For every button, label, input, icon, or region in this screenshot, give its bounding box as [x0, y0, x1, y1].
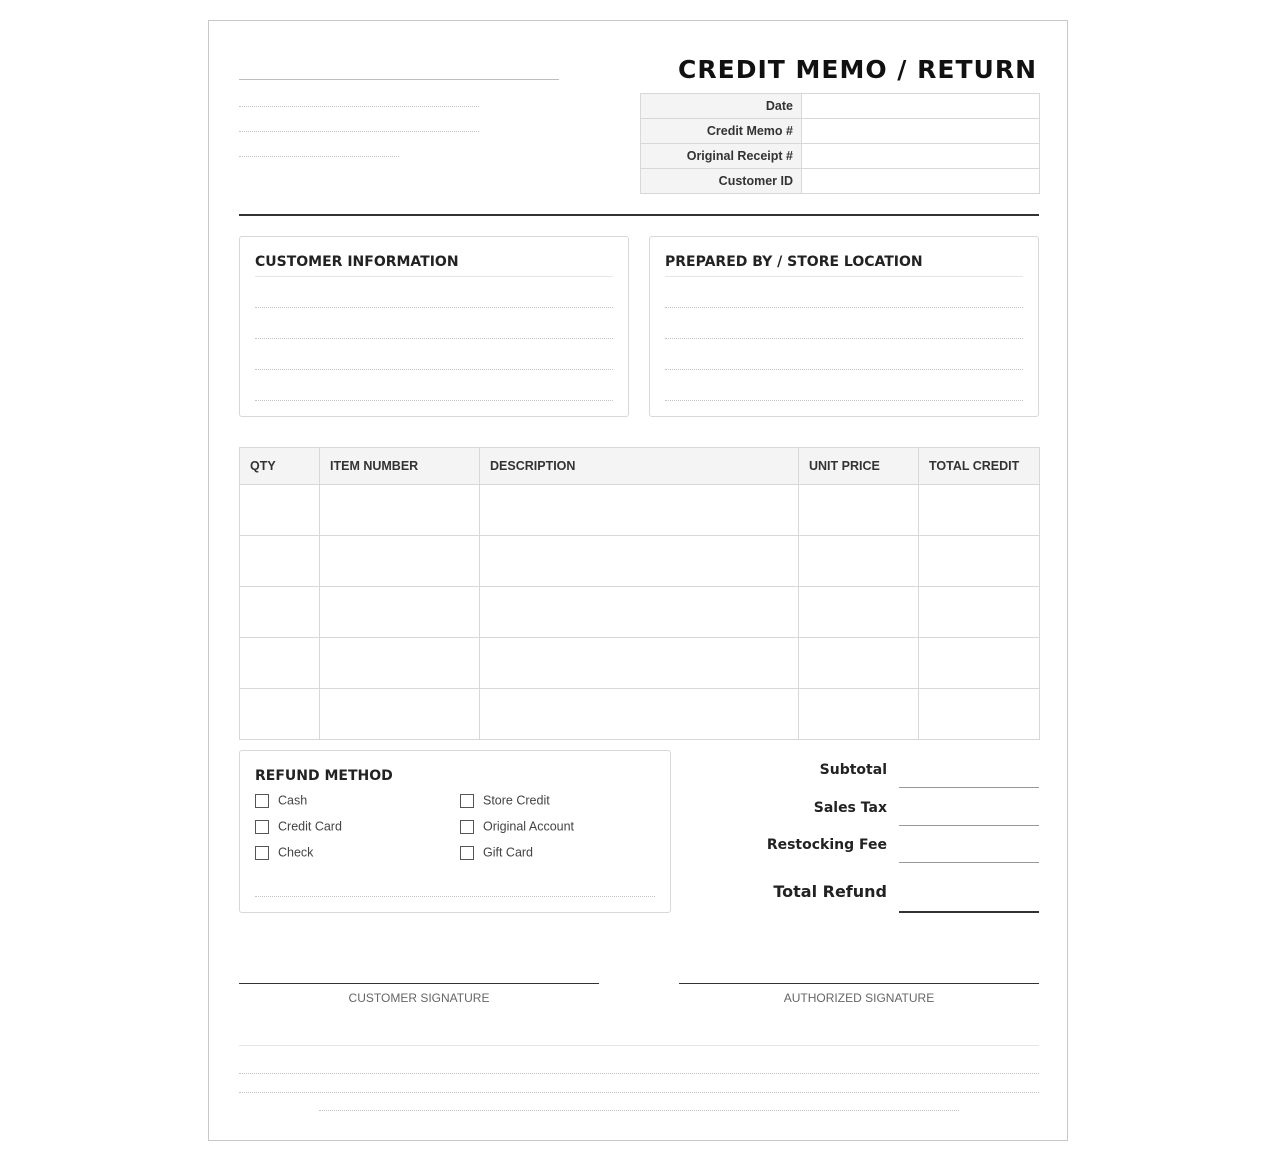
date-field[interactable] [802, 94, 1040, 119]
total-credit-cell[interactable] [919, 587, 1040, 638]
customer-line-4[interactable] [255, 400, 613, 401]
heading-rule [665, 276, 1023, 277]
column-header-item-number: ITEM NUMBER [320, 448, 480, 485]
unit-price-cell[interactable] [799, 536, 919, 587]
option-label: Store Credit [483, 793, 550, 808]
option-label: Credit Card [278, 819, 342, 834]
total-credit-cell[interactable] [919, 638, 1040, 689]
unit-price-cell[interactable] [799, 689, 919, 740]
table-row [240, 689, 1040, 740]
company-address-line[interactable] [239, 106, 479, 107]
subtotal-field[interactable] [899, 787, 1039, 788]
prepared-line-2[interactable] [665, 338, 1023, 339]
refund-option-credit-card[interactable] [255, 819, 342, 834]
meta-label: Credit Memo # [641, 119, 802, 144]
memo-meta-table [640, 93, 1040, 194]
credit-memo-number-field[interactable] [802, 119, 1040, 144]
refund-method-box [239, 750, 671, 913]
meta-label: Date [641, 94, 802, 119]
restocking-fee-label: Restocking Fee [766, 837, 887, 853]
refund-option-original-account[interactable] [460, 819, 574, 834]
footer-line-2[interactable] [239, 1092, 1039, 1093]
total-credit-cell[interactable] [919, 536, 1040, 587]
checkbox[interactable] [255, 794, 269, 808]
meta-label: Original Receipt # [641, 144, 802, 169]
column-header-qty: QTY [240, 448, 320, 485]
option-label: Cash [278, 793, 308, 808]
document-title: CREDIT MEMO / RETURN [678, 55, 1037, 84]
prepared-line-1[interactable] [665, 307, 1023, 308]
customer-line-2[interactable] [255, 338, 613, 339]
meta-row-original-receipt [641, 144, 1040, 169]
authorized-signature-label: AUTHORIZED SIGNATURE [783, 991, 935, 1005]
option-label: Original Account [483, 819, 575, 834]
qty-cell[interactable] [240, 536, 320, 587]
item-number-cell[interactable] [320, 638, 480, 689]
prepared-by-heading: PREPARED BY / STORE LOCATION [665, 254, 923, 270]
checkbox[interactable] [460, 794, 474, 808]
footer-line-3[interactable] [319, 1110, 959, 1111]
credit-memo-page [208, 20, 1068, 1141]
header-divider [239, 214, 1039, 216]
column-header-unit-price: UNIT PRICE [799, 448, 919, 485]
checkbox[interactable] [255, 846, 269, 860]
sales-tax-label: Sales Tax [813, 800, 887, 816]
company-city-line[interactable] [239, 131, 479, 132]
item-number-cell[interactable] [320, 587, 480, 638]
qty-cell[interactable] [240, 638, 320, 689]
table-header-row [240, 448, 1040, 485]
qty-cell[interactable] [240, 689, 320, 740]
refund-method-heading: REFUND METHOD [255, 768, 393, 784]
checkbox[interactable] [460, 846, 474, 860]
total-refund-label: Total Refund [773, 882, 887, 901]
footer-rule [239, 1045, 1039, 1046]
checkbox[interactable] [460, 820, 474, 834]
refund-option-store-credit[interactable] [460, 793, 550, 808]
item-number-cell[interactable] [320, 536, 480, 587]
return-items-table [239, 447, 1040, 740]
description-cell[interactable] [480, 536, 799, 587]
refund-notes-line[interactable] [255, 896, 655, 897]
qty-cell[interactable] [240, 485, 320, 536]
description-cell[interactable] [480, 485, 799, 536]
table-row [240, 536, 1040, 587]
meta-row-date [641, 94, 1040, 119]
total-credit-cell[interactable] [919, 485, 1040, 536]
item-number-cell[interactable] [320, 485, 480, 536]
total-refund-field[interactable] [899, 911, 1039, 913]
option-label: Check [278, 845, 314, 860]
item-number-cell[interactable] [320, 689, 480, 740]
unit-price-cell[interactable] [799, 587, 919, 638]
footer-line-1[interactable] [239, 1073, 1039, 1074]
column-header-description: DESCRIPTION [480, 448, 799, 485]
customer-line-3[interactable] [255, 369, 613, 370]
prepared-by-box [649, 236, 1039, 417]
table-row [240, 638, 1040, 689]
customer-information-heading: CUSTOMER INFORMATION [255, 254, 459, 270]
unit-price-cell[interactable] [799, 638, 919, 689]
description-cell[interactable] [480, 689, 799, 740]
unit-price-cell[interactable] [799, 485, 919, 536]
customer-information-box [239, 236, 629, 417]
prepared-line-3[interactable] [665, 369, 1023, 370]
refund-option-gift-card[interactable] [460, 845, 533, 860]
checkbox[interactable] [255, 820, 269, 834]
refund-option-check[interactable] [255, 845, 313, 860]
subtotal-label: Subtotal [819, 762, 887, 778]
refund-option-cash[interactable] [255, 793, 307, 808]
description-cell[interactable] [480, 638, 799, 689]
heading-rule [255, 276, 613, 277]
company-phone-line[interactable] [239, 156, 399, 157]
description-cell[interactable] [480, 587, 799, 638]
table-row [240, 485, 1040, 536]
customer-line-1[interactable] [255, 307, 613, 308]
original-receipt-field[interactable] [802, 144, 1040, 169]
sales-tax-field[interactable] [899, 825, 1039, 826]
meta-label: Customer ID [641, 169, 802, 194]
table-row [240, 587, 1040, 638]
prepared-line-4[interactable] [665, 400, 1023, 401]
restocking-fee-field[interactable] [899, 862, 1039, 863]
meta-row-customer-id [641, 169, 1040, 194]
option-label: Gift Card [483, 845, 534, 860]
customer-signature-label: CUSTOMER SIGNATURE [348, 991, 490, 1005]
customer-signature-line[interactable] [239, 983, 599, 984]
meta-row-credit-memo [641, 119, 1040, 144]
authorized-signature-line[interactable] [679, 983, 1039, 984]
customer-id-field[interactable] [802, 169, 1040, 194]
column-header-total-credit: TOTAL CREDIT [919, 448, 1040, 485]
qty-cell[interactable] [240, 587, 320, 638]
total-credit-cell[interactable] [919, 689, 1040, 740]
company-name-line[interactable] [239, 79, 559, 80]
